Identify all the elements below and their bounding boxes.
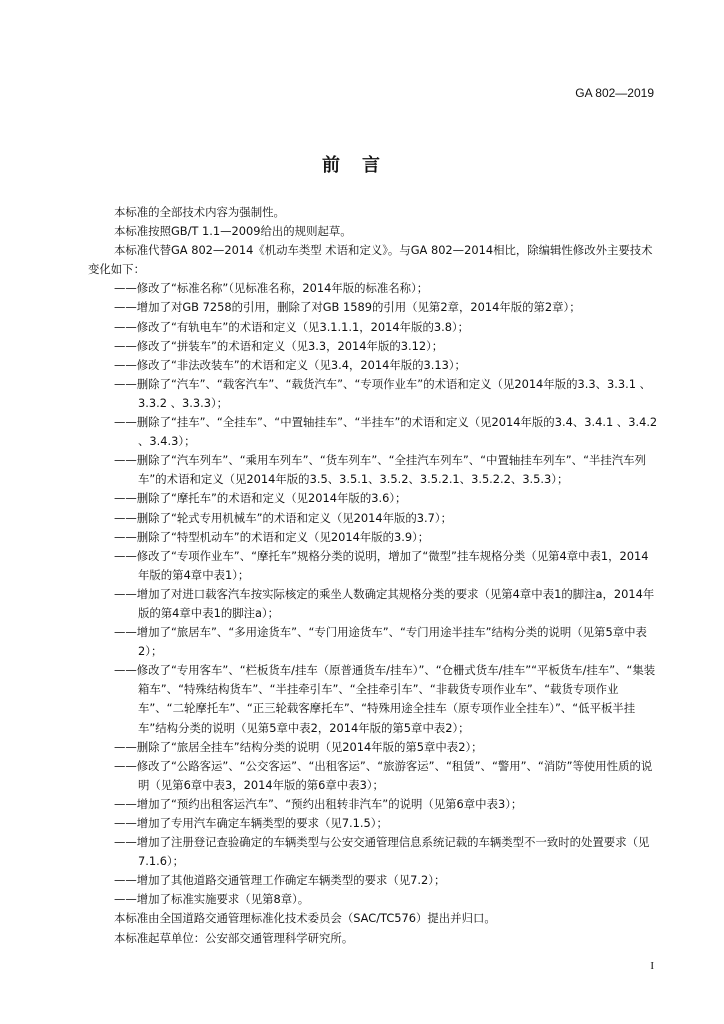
change-item: ——删除了“轮式专用机械车”的术语和定义（见2014年版的3.7）； [114, 510, 452, 525]
change-item: ——删除了“特型机动车”的术语和定义（见2014年版的3.9）； [114, 529, 430, 544]
page-title: 前言 [322, 155, 402, 176]
closing-paragraph: 本标准起草单位：公安部交通管理科学研究所。 [114, 930, 354, 945]
change-item: ——增加了专用汽车确定车辆类型的要求（见7.1.5）； [114, 816, 388, 830]
change-item: ——修改了“公路客运”、“公交客运”、“出租客运”、“旅游客运”、“租赁”、“警用”、“消防”等使用性质的说明（见第6章中表3，2014年版的第6章中表3）； [114, 758, 653, 792]
change-item: ——增加了其他道路交通管理工作确定车辆类型的要求（见7.2）； [114, 873, 446, 888]
change-item: ——删除了“挂车”、“全挂车”、“中置轴挂车”、“半挂车”的术语和定义（见2014年版的3.4、3.4.1 、3.4.2 、3.4.3）； [114, 415, 658, 449]
change-item: ——增加了“旅居车”、“多用途货车”、“专门用途货车”、“专门用途半挂车”结构分类的说明（见第5章中表2）； [114, 625, 647, 659]
intro-paragraph: 本标准的全部技术内容为强制性。 [114, 205, 285, 219]
page-number: I [650, 960, 654, 972]
intro-paragraph: 本标准代替GA 802—2014《机动车类型 术语和定义》。与GA 802—2014相比，除编辑性修改外主要技术变化如下： [88, 243, 653, 277]
change-item: ——增加了对GB 7258的引用，删除了对GB 1589的引用（见第2章，2014年版的第2章）； [114, 300, 581, 315]
change-item: ——增加了注册登记查验确定的车辆类型与公安交通管理信息系统记载的车辆类型不一致时的处置要求（见7.1.6）； [114, 835, 650, 869]
change-item: ——增加了“预约出租客运汽车”、“预约出租转非汽车”的说明（见第6章中表3）； [114, 796, 523, 811]
change-item: ——删除了“旅居全挂车”结构分类的说明（见2014年版的第5章中表2）； [114, 739, 483, 754]
change-item: ——修改了“拼装车”的术语和定义（见3.3，2014年版的3.12）； [114, 338, 444, 353]
intro-paragraph: 本标准按照GB/T 1.1—2009给出的规则起草。 [114, 224, 352, 239]
change-item: ——修改了“有轨电车”的术语和定义（见3.1.1.1，2014年版的3.8）； [114, 319, 470, 334]
change-item: ——增加了标准实施要求（见第8章）。 [114, 892, 310, 907]
change-item: ——增加了对进口载客汽车按实际核定的乘坐人数确定其规格分类的要求（见第4章中表1的脚注a，2014年版的第4章中表1的脚注a）； [114, 586, 655, 620]
change-item: ——修改了“专用客车”、“栏板货车/挂车（原普通货车/挂车）”、“仓栅式货车/挂车”“平板货车/挂车”、“集装箱车”、“特殊结构货车”、“半挂牵引车”、“全挂牵引车”、“非载货专项作业车”、“载货专项作业车”、“二轮摩托车”、“正三轮载客摩托车”、“特殊用途全挂车（原专项作业全挂车）”、“低平板半挂车”结构分类的说明（见第5章中表2，2014年版的第5章中表2）； [114, 663, 656, 735]
change-item: ——删除了“汽车列车”、“乘用车列车”、“货车列车”、“全挂汽车列车”、“中置轴挂车列车”、“半挂汽车列车”的术语和定义（见2014年版的3.5、3.5.1、3.5.2、3.5.2.1、3.5.2.2、3.5.3）； [114, 453, 646, 487]
foreword-body [88, 203, 658, 948]
change-item: ——修改了“专项作业车”、“摩托车”规格分类的说明，增加了“微型”挂车规格分类（见第4章中表1，2014年版的第4章中表1）； [114, 548, 649, 582]
document-code: GA 802—2019 [575, 86, 654, 100]
change-item: ——修改了“非法改装车”的术语和定义（见3.4，2014年版的3.13）； [114, 357, 466, 372]
change-item: ——修改了“标准名称”（见标准名称，2014年版的标准名称）； [114, 281, 429, 296]
closing-paragraph: 本标准由全国道路交通管理标准化技术委员会（SAC/TC576）提出并归口。 [114, 911, 496, 926]
change-item: ——删除了“摩托车”的术语和定义（见2014年版的3.6）； [114, 491, 407, 506]
change-item: ——删除了“汽车”、“载客汽车”、“载货汽车”、“专项作业车”的术语和定义（见2014年版的3.3、3.3.1 、3.3.2 、3.3.3）； [114, 376, 651, 410]
